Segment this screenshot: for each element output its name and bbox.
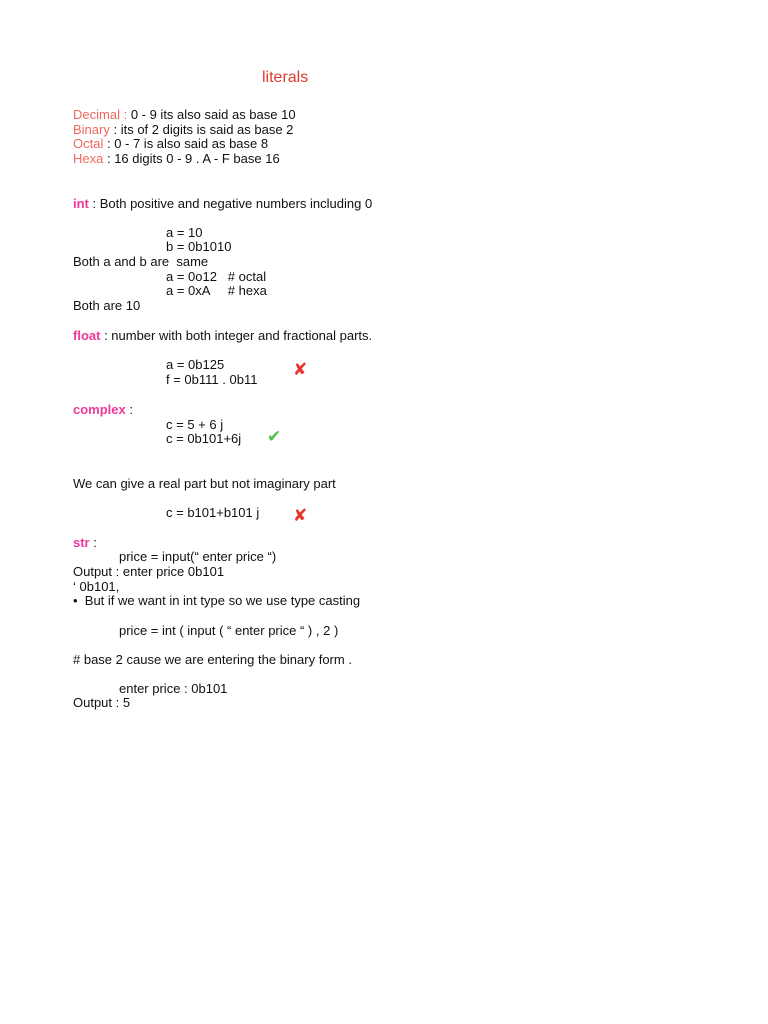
type-label: int — [73, 196, 89, 211]
base-text: 0 - 7 is also said as base 8 — [114, 136, 269, 151]
int-note-1: Both a and b are same — [73, 254, 209, 269]
complex-heading — [73, 402, 133, 417]
complex-code-3: c = b101+b101 j — [166, 505, 260, 520]
base-sep: : — [119, 107, 131, 122]
page-title: literals — [262, 69, 309, 86]
str-comment: # base 2 cause we are entering the binary form . — [73, 652, 352, 667]
float-heading — [73, 328, 372, 343]
base-text: its of 2 digits is said as base 2 — [120, 122, 294, 137]
type-desc: : Both positive and negative numbers including 0 — [88, 196, 373, 211]
base-label: Octal — [73, 136, 104, 151]
base-label: Hexa — [73, 151, 104, 166]
base-label: Decimal — [73, 107, 120, 122]
str-code-2: price = int ( input ( “ enter price “ ) , 2 ) — [119, 623, 339, 638]
str-output-2: ‘ 0b101, — [73, 579, 120, 594]
type-desc: : number with both integer and fractional parts. — [100, 328, 373, 343]
str-output-3: Output : 5 — [73, 695, 131, 710]
int-code-2: b = 0b1010 — [166, 239, 232, 254]
type-desc: : — [125, 402, 133, 417]
type-desc: : — [89, 535, 97, 550]
base-hexa — [73, 151, 280, 166]
base-text: 0 - 9 its also said as base 10 — [130, 107, 296, 122]
float-code-2: f = 0b111 . 0b11 — [166, 372, 258, 387]
base-sep: : — [103, 151, 115, 166]
type-label: float — [73, 328, 101, 343]
int-note-2: Both are 10 — [73, 298, 141, 313]
int-code-3: a = 0o12 # octal — [166, 269, 267, 284]
base-octal — [73, 136, 268, 151]
complex-note: We can give a real part but not imaginary part — [73, 476, 336, 491]
base-decimal — [73, 107, 296, 122]
str-bullet: • But if we want in int type so we use type casting — [73, 593, 361, 608]
int-code-4: a = 0xA # hexa — [166, 283, 267, 298]
base-binary — [73, 122, 293, 137]
type-label: str — [73, 535, 90, 550]
complex-code-2: c = 0b101+6j — [166, 431, 242, 446]
base-sep: : — [103, 136, 115, 151]
str-code-3: enter price : 0b101 — [119, 681, 228, 696]
check-mark-icon: ✔ — [267, 427, 282, 446]
str-code-1: price = input(“ enter price “) — [119, 549, 277, 564]
base-label: Binary — [73, 122, 110, 137]
int-heading — [73, 196, 372, 211]
int-code-1: a = 10 — [166, 225, 203, 240]
str-heading — [73, 535, 97, 550]
float-code-1: a = 0b125 — [166, 357, 225, 372]
base-text: 16 digits 0 - 9 . A - F base 16 — [114, 151, 280, 166]
cross-mark-icon: ✘ — [293, 506, 308, 525]
type-label: complex — [73, 402, 126, 417]
cross-mark-icon: ✘ — [293, 360, 308, 379]
str-output-1: Output : enter price 0b101 — [73, 564, 225, 579]
complex-code-1: c = 5 + 6 j — [166, 417, 224, 432]
base-sep: : — [109, 122, 121, 137]
